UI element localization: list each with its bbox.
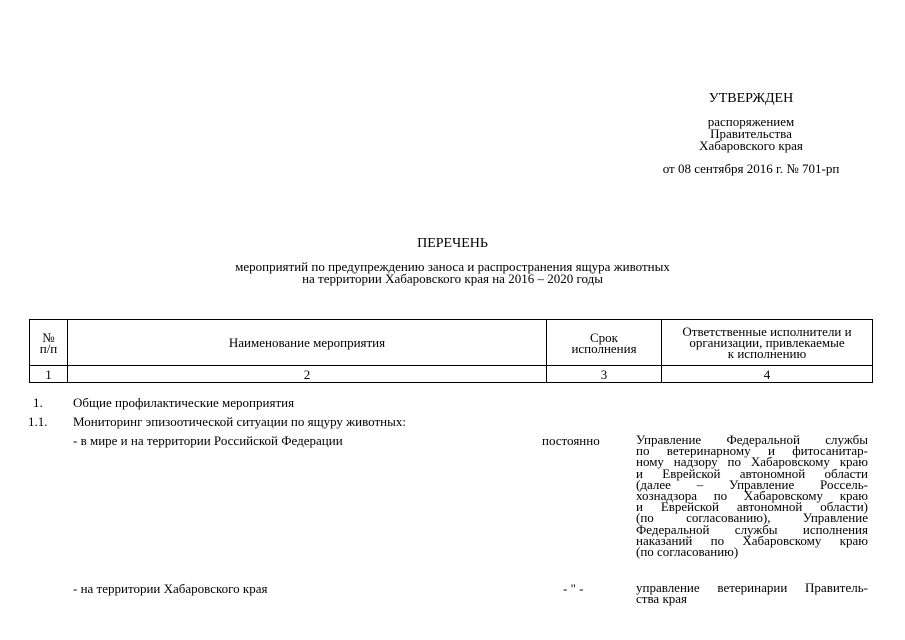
header-responsible-line-1: Ответственные исполнители и bbox=[682, 324, 852, 339]
approval-title: УТВЕРЖДЕН bbox=[708, 91, 794, 106]
header-responsible-line-2: организации, привлекаемые bbox=[689, 335, 845, 350]
row-1-responsible-line: (далее – Управление Россель- bbox=[636, 476, 868, 492]
section-1-1-title: Мониторинг эпизоотической ситуации по ящуру животных: bbox=[73, 414, 406, 429]
row-1-responsible-line: (по согласованию) bbox=[636, 543, 739, 559]
row-2-responsible bbox=[636, 580, 868, 607]
approval-line-2: Правительства bbox=[710, 126, 792, 141]
row-2-responsible-line: ства края bbox=[636, 591, 688, 607]
column-number-row bbox=[30, 366, 873, 383]
row-1-responsible-line: (по согласованию), Управление bbox=[636, 510, 868, 526]
header-name-cell: Наименование мероприятия bbox=[68, 320, 547, 366]
header-number-line-2: п/п bbox=[39, 340, 58, 356]
column-number-3: 3 bbox=[547, 366, 662, 383]
section-1-1-number: 1.1. bbox=[28, 414, 48, 429]
header-term-line-1: Срок bbox=[590, 329, 618, 345]
row-1-responsible-line: хознадзора по Хабаровскому краю bbox=[636, 487, 868, 503]
header-number-cell bbox=[30, 320, 68, 366]
row-2-term: - " - bbox=[563, 581, 584, 596]
column-number-1: 1 bbox=[30, 366, 68, 383]
document-title: ПЕРЕЧЕНЬ bbox=[417, 236, 488, 251]
row-1-term: постоянно bbox=[542, 433, 600, 448]
approval-date: от 08 сентября 2016 г. № 701-рп bbox=[662, 161, 840, 176]
row-1-responsible-line: Федеральной службы исполнения bbox=[636, 521, 868, 537]
header-responsible-cell bbox=[662, 320, 873, 366]
row-1-responsible-line: и Еврейской автономной области bbox=[636, 465, 868, 481]
document-title-block bbox=[0, 237, 905, 285]
row-2-name: - на территории Хабаровского края bbox=[73, 581, 268, 596]
approval-block bbox=[649, 92, 853, 175]
row-1-responsible-line: по ветеринарному и фитосанитар- bbox=[636, 443, 868, 459]
row-1-responsible bbox=[636, 434, 868, 557]
section-1-title: Общие профилактические мероприятия bbox=[73, 395, 295, 410]
header-number-line-1: № bbox=[42, 329, 55, 345]
row-1-responsible-line: наказаний по Хабаровскому краю bbox=[636, 532, 868, 548]
column-number-4: 4 bbox=[662, 366, 873, 383]
row-1-responsible-line: ному надзору по Хабаровскому краю bbox=[636, 454, 868, 470]
header-table bbox=[29, 319, 873, 383]
row-2-responsible-line: управление ветеринарии Правитель- bbox=[636, 580, 868, 595]
section-1-number: 1. bbox=[33, 395, 43, 410]
column-number-2: 2 bbox=[68, 366, 547, 383]
row-1-name: - в мире и на территории Российской Федерации bbox=[73, 433, 343, 448]
document-subtitle-line-2: на территории Хабаровского края на 2016 – 2020 годы bbox=[302, 271, 603, 286]
header-term-line-2: исполнения bbox=[571, 340, 637, 356]
header-responsible-line-3: к исполнению bbox=[727, 346, 807, 361]
row-1-responsible-line: и Еврейской автономной области) bbox=[636, 499, 868, 515]
header-row bbox=[30, 320, 873, 366]
approval-line-1: распоряжением bbox=[707, 114, 795, 129]
header-term-cell bbox=[547, 320, 662, 366]
row-1-responsible-line: Управление Федеральной службы bbox=[636, 432, 868, 447]
approval-line-3: Хабаровского края bbox=[699, 138, 803, 153]
document-subtitle-line-1: мероприятий по предупреждению заноса и распространения ящура животных bbox=[235, 259, 670, 274]
